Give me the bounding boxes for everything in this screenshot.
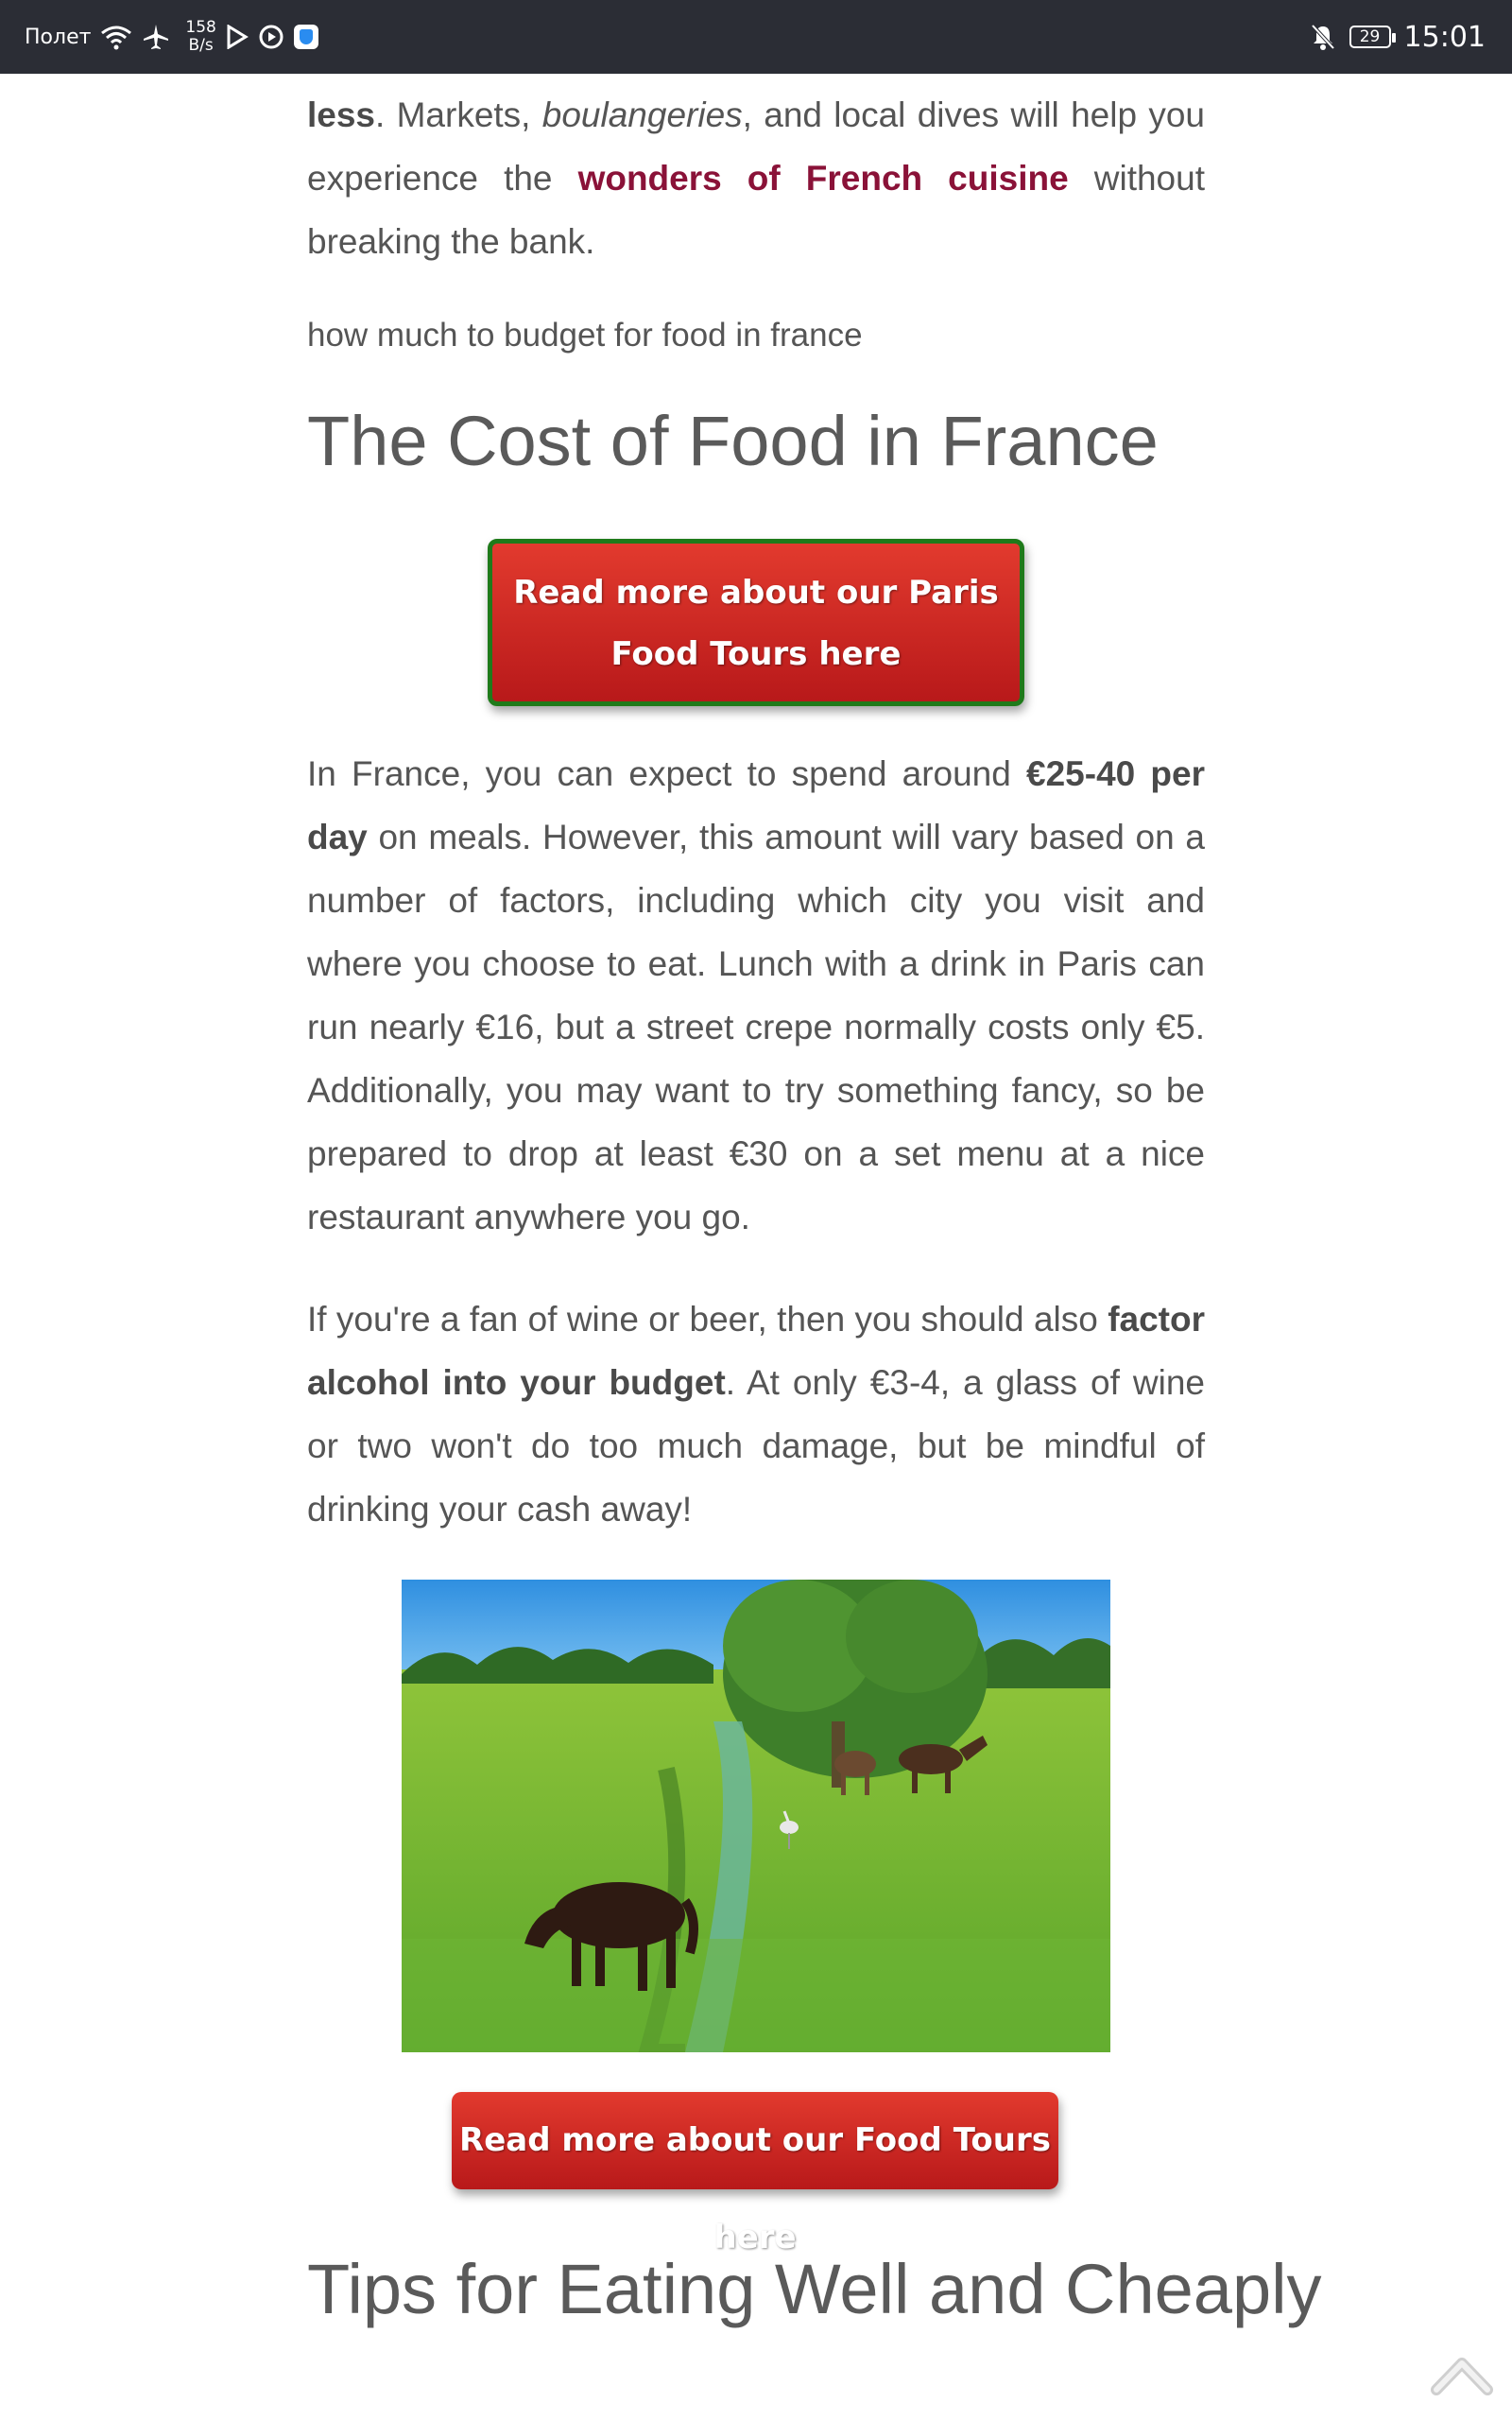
airplane-mode-icon bbox=[142, 23, 170, 51]
intro-text-2: , and local dives will help you experience the bbox=[307, 95, 1205, 198]
food-tours-button[interactable]: Read more about our Food Tours here bbox=[452, 2092, 1058, 2189]
status-right bbox=[1310, 0, 1486, 74]
network-speed-value: 158 bbox=[185, 18, 216, 37]
carrier-label: Полет bbox=[25, 25, 92, 49]
intro-paragraph-container bbox=[307, 83, 1205, 273]
network-speed-unit: B/s bbox=[188, 36, 214, 55]
pasture-horses-photo bbox=[402, 1580, 1110, 2052]
media-play-icon bbox=[258, 24, 284, 50]
cost-paragraph bbox=[307, 742, 1205, 1249]
alcohol-paragraph bbox=[307, 1288, 1205, 1541]
chevron-up-icon bbox=[1429, 2344, 1495, 2401]
alcohol-text-1: If you're a fan of wine or beer, then you should also bbox=[307, 1300, 1108, 1339]
intro-bold: less bbox=[307, 95, 376, 134]
status-bar bbox=[0, 0, 1512, 74]
paris-food-tours-button[interactable]: Read more about our Paris Food Tours here bbox=[488, 539, 1024, 706]
play-store-icon bbox=[226, 25, 249, 49]
battery-icon bbox=[1349, 26, 1391, 48]
intro-text-1: . Markets, bbox=[375, 95, 542, 134]
clock: 15:01 bbox=[1403, 20, 1486, 54]
intro-paragraph bbox=[307, 83, 1205, 273]
cost-text-1: In France, you can expect to spend around bbox=[307, 754, 1027, 793]
intro-italic: boulangeries bbox=[541, 95, 743, 134]
cost-text-2: on meals. However, this amount will vary based on a number of factors, including which city you visit and where you choose to eat. Lunch with a drink in Paris can run nearly €16, but a street crepe normally costs only €5. Additionally, you may want to try something fancy, so be prepared to drop at least €30 on a set menu at a nice restaurant anywhere you go. bbox=[307, 818, 1205, 1236]
shield-app-icon bbox=[294, 25, 318, 49]
alcohol-paragraph-container bbox=[307, 1288, 1205, 1541]
wifi-icon bbox=[100, 24, 132, 50]
intro-text-3: without breaking the bank. bbox=[307, 159, 1205, 261]
french-cuisine-link[interactable]: wonders of French cuisine bbox=[577, 159, 1069, 198]
section-heading-tips: Tips for Eating Well and Cheaply bbox=[307, 2250, 1322, 2328]
image-caption: how much to budget for food in france bbox=[307, 317, 863, 354]
alcohol-text-2: . At only €3-4, a glass of wine or two won't do too much damage, but be mindful of drinking your cash away! bbox=[307, 1363, 1205, 1529]
cost-per-day: €25-40 per day bbox=[307, 754, 1205, 856]
section-heading-cost: The Cost of Food in France bbox=[307, 402, 1159, 480]
scroll-to-top-button[interactable] bbox=[1429, 2344, 1495, 2401]
battery-level: 29 bbox=[1359, 27, 1381, 46]
status-left bbox=[25, 0, 318, 74]
cost-paragraph-container bbox=[307, 742, 1205, 1249]
alcohol-bold: factor alcohol into your budget bbox=[307, 1300, 1205, 1402]
network-speed bbox=[185, 19, 215, 55]
bell-muted-icon bbox=[1310, 23, 1336, 51]
